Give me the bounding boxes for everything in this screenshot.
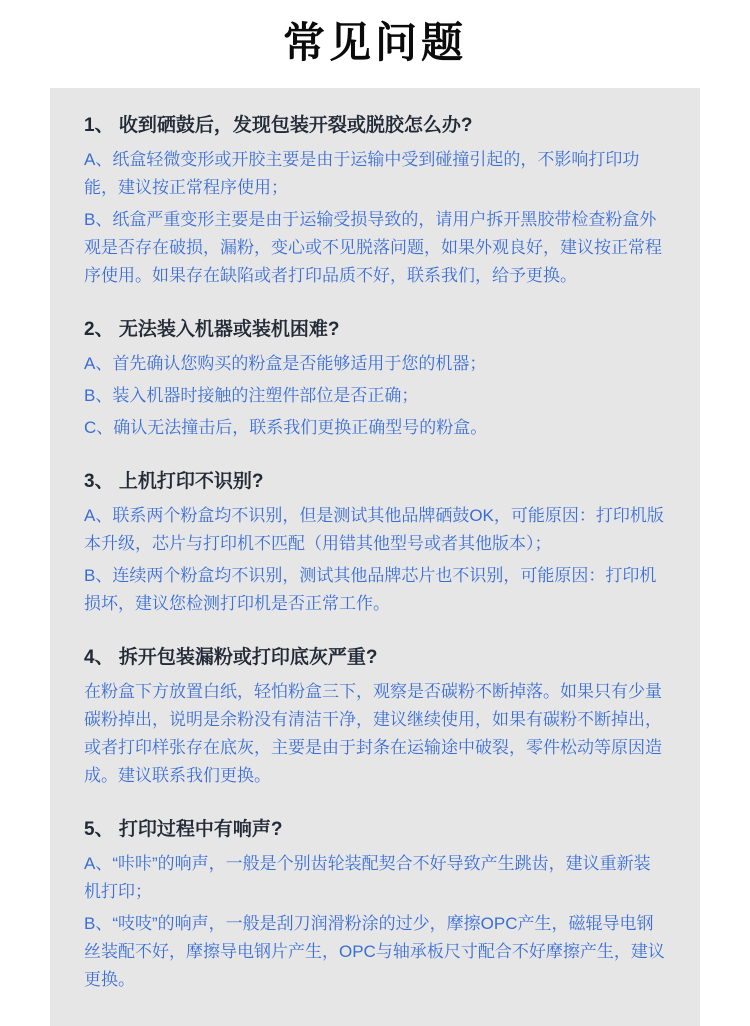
faq-answer: 在粉盒下方放置白纸，轻怕粉盒三下，观察是否碳粉不断掉落。如果只有少量碳粉掉出，说明是余粉没有清洁干净，建议继续使用，如果有碳粉不断掉出，或者打印样张存在底灰，主要是由于封条在运输途中破裂，零件松动等原因造成。建议联系我们更换。	[84, 682, 662, 785]
faq-answer: B、纸盒严重变形主要是由于运输受损导致的，请用户拆开黑胶带检查粉盒外观是否存在破损，漏粉，变心或不见脱落问题，如果外观良好，建议按正常程序使用。如果存在缺陷或者打印品质不好，联系我们，给予更换。	[84, 210, 662, 285]
faq-question: 2、 无法装入机器或装机困难?	[84, 319, 340, 340]
faq-answer: A、纸盒轻微变形或开胶主要是由于运输中受到碰撞引起的，不影响打印功能，建议按正常程序使用；	[84, 150, 640, 197]
faq-section-1	[84, 112, 666, 290]
faq-answer: B、“吱吱”的响声，一般是刮刀润滑粉涂的过少，摩擦OPC产生，磁辊导电钢丝装配不好，摩擦导电钢片产生，OPC与轴承板尺寸配合不好摩擦产生，建议更换。	[84, 914, 665, 989]
faq-panel	[50, 88, 700, 1026]
faq-answer: B、连续两个粉盒均不识别，测试其他品牌芯片也不识别，可能原因：打印机损坏，建议您检测打印机是否正常工作。	[84, 566, 657, 613]
page-title: 常见问题	[282, 18, 467, 67]
faq-question: 1、 收到硒鼓后，发现包装开裂或脱胶怎么办?	[84, 115, 473, 136]
faq-answer: A、“咔咔”的响声，一般是个别齿轮装配契合不好导致产生跳齿，建议重新装机打印；	[84, 854, 651, 901]
faq-section-3	[84, 468, 666, 618]
faq-section-2	[84, 316, 666, 442]
faq-question: 3、 上机打印不识别?	[84, 471, 264, 492]
faq-question: 4、 拆开包装漏粉或打印底灰严重?	[84, 647, 378, 668]
faq-answer: B、装入机器时接触的注塑件部位是否正确；	[84, 386, 419, 405]
faq-answer: A、联系两个粉盒均不识别，但是测试其他品牌硒鼓OK，可能原因：打印机版本升级，芯片与打印机不匹配（用错其他型号或者其他版本）；	[84, 506, 664, 553]
faq-question: 5、 打印过程中有响声?	[84, 819, 283, 840]
faq-answer: C、确认无法撞击后，联系我们更换正确型号的粉盒。	[84, 418, 488, 437]
faq-answer: A、首先确认您购买的粉盒是否能够适用于您的机器；	[84, 354, 487, 373]
faq-section-5	[84, 816, 666, 994]
faq-section-4	[84, 644, 666, 790]
